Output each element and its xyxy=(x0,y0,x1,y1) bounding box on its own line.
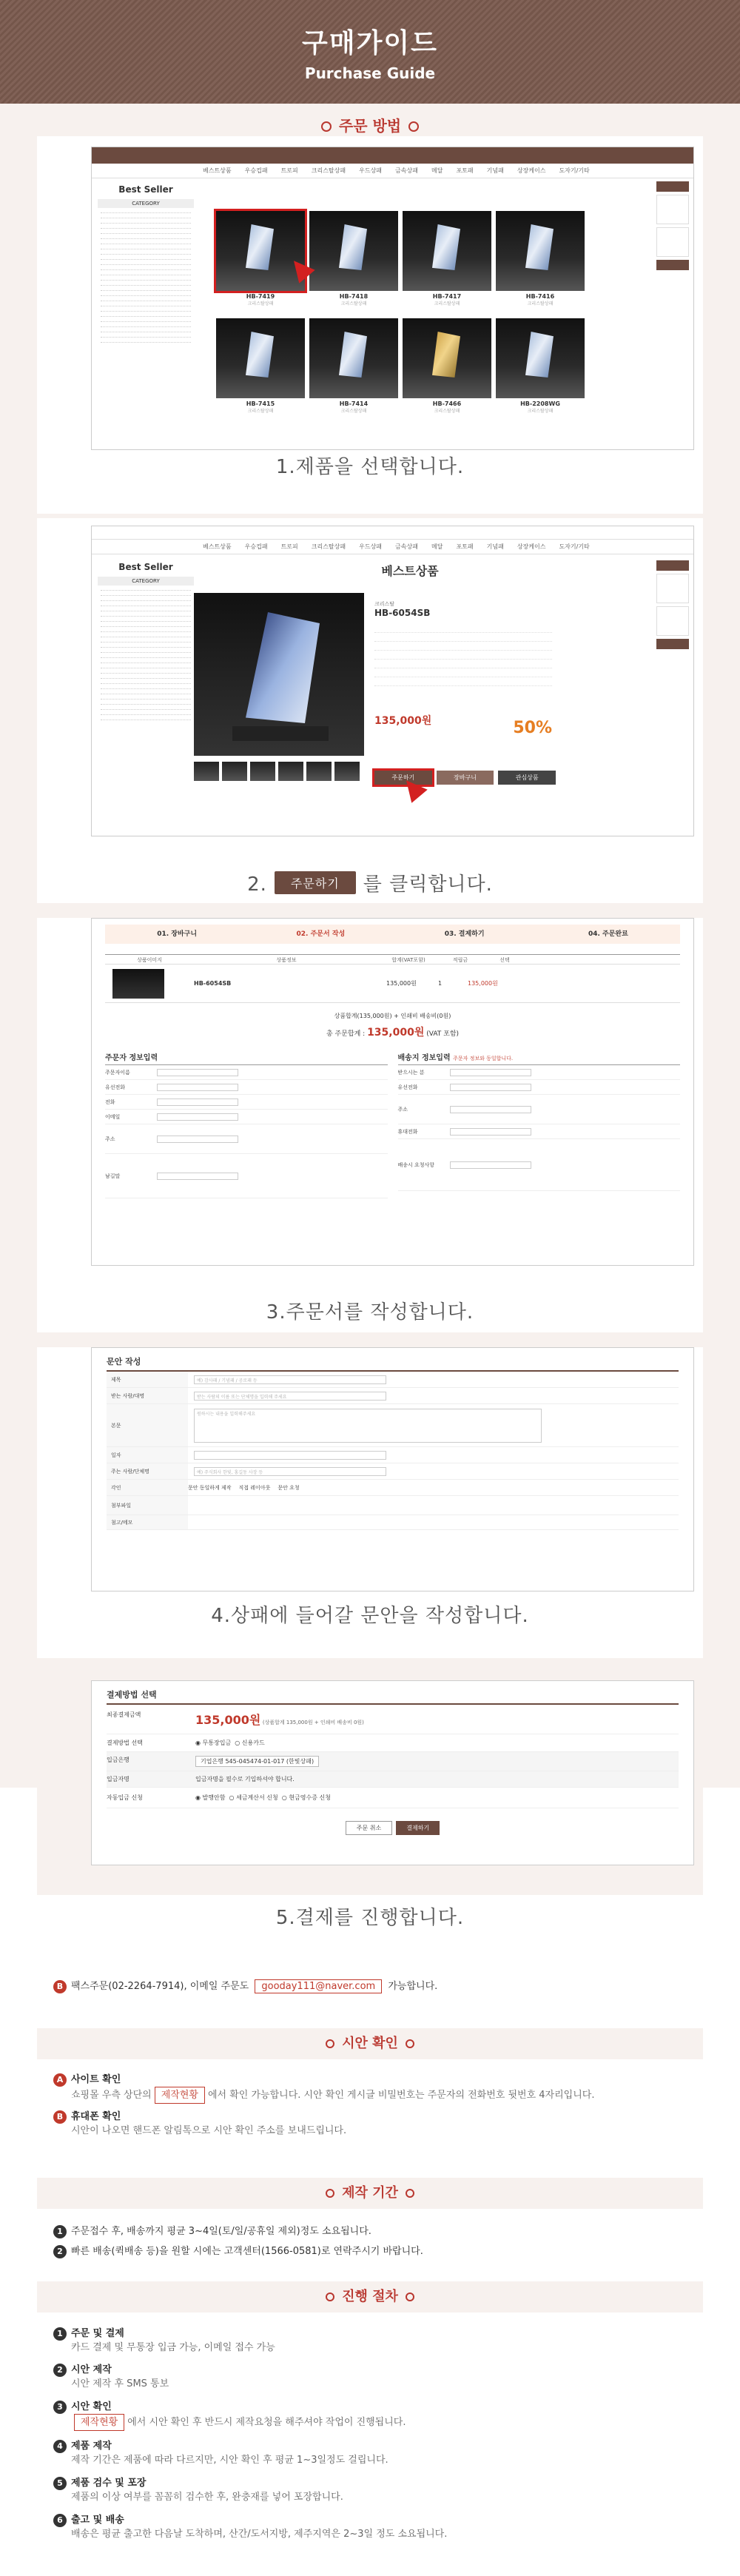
step5-caption: 5.결제를 진행합니다. xyxy=(275,1907,465,1929)
product-image[interactable] xyxy=(403,211,491,291)
nav-item[interactable]: 우드상패 xyxy=(359,167,383,174)
process-item-4: 4 제품 제작 제작 기간은 제품에 따라 다르지만, 시안 확인 후 평균 1~3일정도 걸립니다. xyxy=(53,2439,388,2467)
form-input[interactable] xyxy=(157,1099,238,1106)
period-item-2: 2 빠른 배송(퀵배송 등)을 원할 시에는 고객센터(1566-0581)로 연락주시기 바랍니다. xyxy=(53,2244,423,2258)
category-line[interactable] xyxy=(101,663,191,668)
nav-item[interactable]: 금속상패 xyxy=(395,167,418,174)
order-step-tab: 03. 결제하기 xyxy=(444,930,485,938)
product-image[interactable] xyxy=(496,318,585,398)
product-category: 크리스탈상패 xyxy=(340,409,367,414)
category-line[interactable] xyxy=(101,637,191,643)
product-category: 크리스탈상패 xyxy=(527,301,554,306)
draft-form-title: 문안 작성 xyxy=(107,1355,679,1372)
form-input[interactable] xyxy=(450,1084,531,1091)
category-line[interactable] xyxy=(101,679,191,684)
form-input[interactable] xyxy=(450,1161,531,1169)
category-line[interactable] xyxy=(101,312,191,317)
draft-form-input[interactable] xyxy=(194,1451,386,1460)
nav-item[interactable]: 크리스탈상패 xyxy=(311,167,346,174)
step3-caption: 3.주문서를 작성합니다. xyxy=(266,1301,474,1324)
category-line[interactable] xyxy=(101,208,191,213)
site-nav xyxy=(92,164,693,178)
product-category: 크리스탈상패 xyxy=(247,409,274,414)
product-card[interactable] xyxy=(309,211,398,306)
table-header-cell: 적립금 xyxy=(452,957,468,963)
category-line[interactable] xyxy=(101,306,191,312)
process-title: 진행 절차 xyxy=(37,2281,703,2312)
form-label: 유선전화 xyxy=(397,1084,418,1090)
ornament-icon xyxy=(408,121,419,132)
category-line[interactable] xyxy=(101,705,191,710)
order-total: 총 주문합계 : 135,000원 (VAT 포함) xyxy=(326,1027,460,1039)
product-price: 135,000원 xyxy=(374,715,432,727)
nav-item[interactable]: 트로피 xyxy=(280,167,298,174)
step5-screenshot: 결제방법 선택 최종결제금액 135,000원 (상품합계 135,000원 + 인쇄비 배송비 0원) 결제방법 선택 ◉ 무통장입금 ○ 신용카드 입금은행 기업은행 545-045474-01-017 (한빛상패) 입금자명 입금자명을 필수로 기입하셔야 합니다. 자동입금 신청 ◉ 발행안함 ○ 세금계산서 신청 ○ 현금영수증 신청 주문 취소 결제하기 xyxy=(91,1680,694,1865)
table-header-cell: 상품정보 xyxy=(276,957,297,963)
hero-banner xyxy=(0,0,740,104)
draft-item-site: A 사이트 확인 쇼핑몰 우측 상단의 제작현황 에서 확인 가능합니다. 시안 확인 게시글 비밀번호는 주문자의 전화번호 뒷번호 4자리입니다. xyxy=(53,2073,594,2104)
draft-form-row xyxy=(107,1388,679,1404)
info-row xyxy=(374,652,552,660)
draft-form-label: 첨고/메모 xyxy=(107,1515,188,1529)
hero-title: 구매가이드 xyxy=(302,28,438,58)
product-image[interactable] xyxy=(403,318,491,398)
period-item-1: 1 주문접수 후, 배송까지 평균 3~4일(토/일/공휴일 제외)정도 소요됩니다. xyxy=(53,2224,371,2238)
delivery-summary: 상품합계(135,000원) + 인쇄비 배송비(0원) xyxy=(334,1013,451,1019)
category-line[interactable] xyxy=(101,606,191,611)
side-category xyxy=(98,184,194,343)
draft-form-input[interactable]: 예) 주식회사 한빛, 홍길동 사장 등 xyxy=(194,1467,386,1476)
site-topbar xyxy=(92,147,693,164)
pay-button[interactable]: 결제하기 xyxy=(396,1821,440,1835)
category-line[interactable] xyxy=(101,255,191,260)
form-row xyxy=(105,1065,388,1080)
category-line[interactable] xyxy=(101,611,191,617)
category-line[interactable] xyxy=(101,249,191,255)
product-name: HB-7414 xyxy=(339,400,369,407)
product-code: HB-6054SB xyxy=(374,608,431,618)
process-item-3: 3 시안 확인 제작현황 에서 시안 확인 후 반드시 제작요청을 해주셔야 작업이 진행됩니다. xyxy=(53,2400,406,2431)
category-line[interactable] xyxy=(101,591,191,596)
production-period-title: 제작 기간 xyxy=(37,2178,703,2209)
order-method-section xyxy=(0,104,740,1788)
step2-panel xyxy=(37,518,703,903)
process-item-1: 1 주문 및 결제 카드 결제 및 무통장 입금 가능, 이메일 접수 가능 xyxy=(53,2327,275,2355)
form-label: 주문자이름 xyxy=(105,1069,130,1076)
nav-item[interactable]: 상장케이스 xyxy=(517,167,546,174)
order-method-title: 주문 방법 xyxy=(0,104,740,136)
category-line[interactable] xyxy=(101,648,191,653)
engrave-option[interactable]: 문안 요청 xyxy=(278,1484,300,1491)
best-seller-title: Best Seller xyxy=(118,184,173,195)
nav-item[interactable]: 우승컵패 xyxy=(244,543,268,550)
draft-form-row xyxy=(107,1372,679,1388)
category-line[interactable] xyxy=(101,338,191,343)
category-line[interactable] xyxy=(101,301,191,306)
category-line[interactable] xyxy=(101,694,191,700)
form-label: 전화 xyxy=(105,1099,115,1105)
thumbnail[interactable] xyxy=(278,762,303,781)
product-buttons xyxy=(374,771,556,785)
nav-item[interactable]: 크리스탈상패 xyxy=(311,543,346,550)
nav-item[interactable]: 포토패 xyxy=(456,543,474,550)
order-steps-tabs xyxy=(105,925,680,944)
form-label: 이메일 xyxy=(105,1113,121,1120)
nav-item[interactable]: 금속상패 xyxy=(395,543,418,550)
category-line[interactable] xyxy=(101,234,191,239)
product-card[interactable] xyxy=(403,211,491,306)
form-input[interactable] xyxy=(450,1069,531,1076)
product-detail-title: 베스트상품 xyxy=(381,564,439,578)
discount-rate: 50% xyxy=(513,719,552,737)
category-line[interactable] xyxy=(101,653,191,658)
product-name: HB-7418 xyxy=(339,293,369,300)
form-row xyxy=(398,1080,681,1095)
email-address[interactable]: gooday111@naver.com xyxy=(255,1979,382,1993)
form-label: 유선전화 xyxy=(105,1084,126,1090)
category-line[interactable] xyxy=(101,643,191,648)
orderer-form: 주문자 정보입력 주문자이름 유선전화 전화 이메일 주소 남길말 xyxy=(105,1051,388,1198)
category-line[interactable] xyxy=(101,286,191,291)
bank-select[interactable]: 기업은행 545-045474-01-017 (한빛상패) xyxy=(195,1756,319,1767)
product-card[interactable] xyxy=(309,318,398,414)
product-category: 크리스탈상패 xyxy=(527,409,554,414)
draft-form xyxy=(107,1372,679,1530)
form-row xyxy=(398,1065,681,1080)
draft-form-label: 첨부파일 xyxy=(107,1496,188,1515)
radio-bank-transfer[interactable]: ◉ 무통장입금 xyxy=(195,1740,232,1746)
form-row xyxy=(398,1124,681,1139)
site-nav xyxy=(92,540,693,554)
category-line[interactable] xyxy=(101,265,191,270)
draft-form-row xyxy=(107,1404,679,1447)
nav-item[interactable]: 우드상패 xyxy=(359,543,383,550)
wishlist-button[interactable]: 관심상품 xyxy=(498,771,556,785)
table-header-cell: 상품이미지 xyxy=(137,957,162,963)
form-row xyxy=(398,1139,681,1191)
product-card[interactable] xyxy=(496,211,585,306)
nav-item[interactable]: 기념패 xyxy=(486,167,504,174)
thumbnail[interactable] xyxy=(306,762,332,781)
form-input[interactable] xyxy=(450,1106,531,1113)
draft-form-label: 주는 사람/단체명 xyxy=(107,1463,188,1479)
product-name: HB-7417 xyxy=(432,293,462,300)
draft-form-row xyxy=(107,1496,679,1515)
process-item-6: 6 출고 및 배송 배송은 평균 출고한 다음날 도착하며, 산간/도서지방, 제주지역은 2~3일 정도 소요됩니다. xyxy=(53,2513,447,2541)
nav-item[interactable]: 기념패 xyxy=(486,543,504,550)
product-name: HB-7419 xyxy=(246,293,275,300)
category-line[interactable] xyxy=(101,281,191,286)
cart-button[interactable]: 장바구니 xyxy=(437,771,494,785)
draft-form-label: 각인 xyxy=(107,1480,188,1495)
product-category: 크리스탈상패 xyxy=(340,301,367,306)
radio-credit-card[interactable]: ○ 신용카드 xyxy=(235,1740,265,1746)
form-label: 배송시 요청사항 xyxy=(397,1161,435,1168)
nav-item[interactable]: 메달 xyxy=(431,167,443,174)
product-thumbnails xyxy=(194,762,364,782)
thumbnail[interactable] xyxy=(250,762,275,781)
step3-panel xyxy=(37,918,703,1332)
nav-item[interactable]: 포토패 xyxy=(456,167,474,174)
category-line[interactable] xyxy=(101,317,191,322)
product-grid xyxy=(216,211,619,426)
product-image[interactable] xyxy=(216,211,305,291)
order-step-tab: 01. 장바구니 xyxy=(157,930,198,938)
cart-row: HB-6054SB 135,000원 1 135,000원 xyxy=(105,965,680,1003)
draft-form-row xyxy=(107,1463,679,1480)
category-line[interactable] xyxy=(101,296,191,301)
info-row xyxy=(374,634,552,642)
cancel-order-button[interactable]: 주문 취소 xyxy=(346,1821,392,1835)
draft-form-label: 받는 사람/대명 xyxy=(107,1388,188,1403)
product-category: 크리스탈상패 xyxy=(434,301,460,306)
order-step-tab: 04. 주문완료 xyxy=(588,930,628,938)
step2-screenshot xyxy=(91,526,694,836)
table-header-cell: 선택 xyxy=(500,957,510,963)
category-line[interactable] xyxy=(101,270,191,275)
category-line[interactable] xyxy=(101,715,191,720)
category-line[interactable] xyxy=(101,239,191,244)
product-category: 크리스탈상패 xyxy=(434,409,460,414)
form-label: 주소 xyxy=(105,1136,115,1142)
category-line[interactable] xyxy=(101,218,191,224)
form-input[interactable] xyxy=(157,1069,238,1076)
nav-item[interactable]: 베스트상품 xyxy=(203,543,232,550)
order-step-tab: 02. 주문서 작성 xyxy=(296,930,346,938)
draft-form-row xyxy=(107,1515,679,1530)
category-line[interactable] xyxy=(101,291,191,296)
payment-title: 결제방법 선택 xyxy=(107,1688,679,1705)
step1-caption: 1.제품을 선택합니다. xyxy=(275,456,465,478)
form-row xyxy=(398,1095,681,1124)
product-image[interactable] xyxy=(216,318,305,398)
form-row xyxy=(105,1154,388,1198)
product-name: HB-7415 xyxy=(246,400,275,407)
form-label: 남길말 xyxy=(105,1173,121,1179)
nav-item[interactable]: 트로피 xyxy=(280,543,298,550)
order-button-illustration: 주문하기 xyxy=(275,871,356,894)
draft-form-row xyxy=(107,1447,679,1463)
category-label: CATEGORY xyxy=(98,199,194,208)
category-line[interactable] xyxy=(101,700,191,705)
nav-item[interactable]: 베스트상품 xyxy=(203,167,232,174)
category-line[interactable] xyxy=(101,260,191,265)
form-input[interactable] xyxy=(157,1084,238,1091)
category-line[interactable] xyxy=(101,632,191,637)
info-row xyxy=(374,661,552,668)
draft-form-row xyxy=(107,1480,679,1496)
form-row xyxy=(105,1080,388,1095)
category-line[interactable] xyxy=(101,213,191,218)
order-button[interactable]: 주문하기 xyxy=(374,771,432,785)
hero-subtitle: Purchase Guide xyxy=(304,64,436,82)
product-card[interactable] xyxy=(216,211,305,306)
form-input[interactable] xyxy=(450,1128,531,1136)
product-name: HB-2208WG xyxy=(520,400,560,407)
draft-form-label: 제목 xyxy=(107,1372,188,1387)
form-row xyxy=(105,1095,388,1110)
category-line[interactable] xyxy=(101,586,191,591)
right-quick-menu xyxy=(656,560,689,652)
thumbnail[interactable] xyxy=(194,762,219,781)
category-line[interactable] xyxy=(101,627,191,632)
category-line[interactable] xyxy=(101,332,191,338)
category-line[interactable] xyxy=(101,244,191,249)
category-line[interactable] xyxy=(101,229,191,234)
category-line[interactable] xyxy=(101,622,191,627)
category-line[interactable] xyxy=(101,658,191,663)
thumbnail[interactable] xyxy=(222,762,247,781)
category-line[interactable] xyxy=(101,275,191,281)
nav-item[interactable]: 우승컵패 xyxy=(244,167,268,174)
step1-screenshot xyxy=(91,147,694,450)
category-line[interactable] xyxy=(101,689,191,694)
product-image[interactable] xyxy=(309,211,398,291)
process-item-2: 2 시안 제작 시안 제작 후 SMS 통보 xyxy=(53,2363,169,2391)
form-input[interactable] xyxy=(157,1113,238,1121)
fax-email-order: B 팩스주문(02-2264-7914), 이메일 주문도 gooday111@naver.com 가능합니다. xyxy=(53,1978,437,1993)
nav-item[interactable]: 도자기/기타 xyxy=(559,167,590,174)
form-input[interactable] xyxy=(157,1136,238,1143)
engrave-option[interactable]: 직접 레이아웃 xyxy=(238,1484,271,1491)
draft-form-input[interactable]: 원하시는 내용을 입력해주세요 xyxy=(194,1409,542,1443)
step3-screenshot xyxy=(91,918,694,1266)
info-row xyxy=(374,670,552,677)
product-image[interactable] xyxy=(309,318,398,398)
info-row xyxy=(374,625,552,633)
right-quick-menu xyxy=(656,181,689,273)
nav-item[interactable]: 도자기/기타 xyxy=(559,543,590,550)
product-info: 크리스탈 HB-6054SB 135,000원 50% xyxy=(374,601,552,737)
category-line[interactable] xyxy=(101,601,191,606)
category-line[interactable] xyxy=(101,710,191,715)
draft-check-title: 시안 확인 xyxy=(37,2028,703,2059)
draft-form-label: 본문 xyxy=(107,1404,188,1446)
category-line[interactable] xyxy=(101,596,191,601)
nav-item[interactable]: 메달 xyxy=(431,543,443,550)
table-header-cell: 합계(VAT포함) xyxy=(391,957,426,963)
form-label: 휴대전화 xyxy=(397,1128,418,1135)
side-category: Best Seller CATEGORY xyxy=(98,562,194,720)
product-category: 크리스탈상패 xyxy=(247,301,274,306)
product-main-image xyxy=(194,593,364,756)
form-row xyxy=(105,1110,388,1124)
category-line[interactable] xyxy=(101,322,191,327)
ornament-icon xyxy=(321,121,332,132)
product-name: HB-7416 xyxy=(525,293,555,300)
nav-item[interactable]: 상장케이스 xyxy=(517,543,546,550)
category-line[interactable] xyxy=(101,684,191,689)
product-card[interactable] xyxy=(216,318,305,414)
form-label: 받으시는 분 xyxy=(397,1069,425,1076)
category-line[interactable] xyxy=(101,668,191,674)
step5-panel xyxy=(37,1658,703,1895)
category-line[interactable] xyxy=(101,617,191,622)
category-line[interactable] xyxy=(101,224,191,229)
production-status-link[interactable]: 제작현황 xyxy=(155,2087,205,2104)
info-row xyxy=(374,643,552,651)
form-input[interactable] xyxy=(157,1173,238,1180)
process-item-5: 5 제품 검수 및 포장 제품의 이상 여부를 꼼꼼히 검수한 후, 완충재를 넣어 포장합니다. xyxy=(53,2476,343,2504)
step2-caption: 2. 주문하기 를 클릭합니다. xyxy=(37,869,703,896)
product-card[interactable] xyxy=(496,318,585,414)
product-card[interactable] xyxy=(403,318,491,414)
info-row xyxy=(374,679,552,686)
form-label: 주소 xyxy=(397,1106,408,1113)
draft-form-input[interactable]: 예) 감사패 / 기념패 / 공로패 등 xyxy=(194,1375,386,1384)
category-line[interactable] xyxy=(101,327,191,332)
production-status-link[interactable]: 제작현황 xyxy=(74,2414,124,2431)
cart-table-header xyxy=(105,954,680,965)
draft-item-phone: B 휴대폰 확인 시안이 나오면 핸드폰 알림톡으로 시안 확인 주소를 보내드립니다. xyxy=(53,2110,346,2138)
final-amount: 135,000원 xyxy=(195,1713,261,1727)
category-line[interactable] xyxy=(101,674,191,679)
draft-form-input[interactable]: 받는 사람의 이름 또는 단체명을 입력해 주세요 xyxy=(194,1392,386,1401)
step4-screenshot xyxy=(91,1347,694,1591)
receiver-form: 배송지 정보입력 주문자 정보와 동일합니다. 받으시는 분 유선전화 주소 휴대전화 배송시 요청사항 xyxy=(398,1051,681,1198)
draft-form-label: 일자 xyxy=(107,1447,188,1463)
thumbnail[interactable] xyxy=(334,762,360,781)
product-name: HB-7466 xyxy=(432,400,462,407)
engrave-option[interactable]: 문안 동일하게 제작 xyxy=(188,1484,232,1491)
form-row xyxy=(105,1124,388,1154)
step4-caption: 4.상패에 들어갈 문안을 작성합니다. xyxy=(211,1605,529,1627)
product-image[interactable] xyxy=(496,211,585,291)
